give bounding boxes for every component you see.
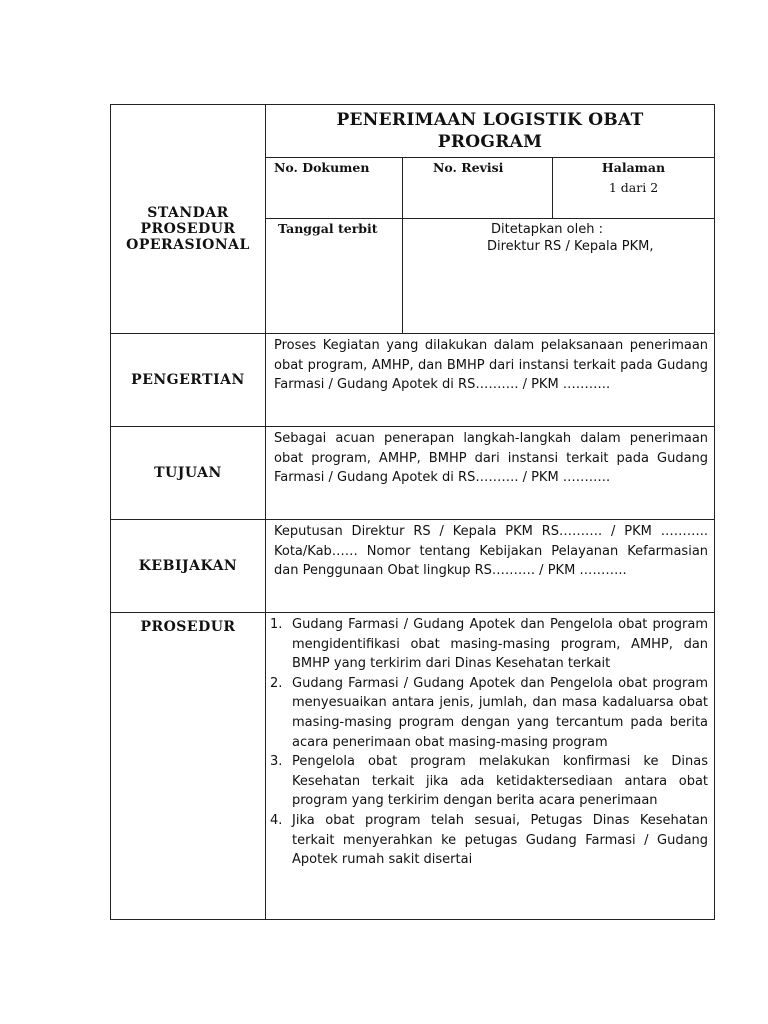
prosedur-item-text: Jika obat program telah sesuai, Petugas Dinas Kesehatan terkait menyerahkan ke petugas Gudang Farmasi / Gudang Apotek rumah sakit disertai (292, 812, 709, 868)
halaman-cell (553, 158, 715, 219)
sop-line-1: STANDAR (147, 205, 229, 221)
title-line-1: PENERIMAAN LOGISTIK OBAT (336, 110, 644, 130)
sop-table (110, 104, 715, 920)
ditetapkan-signatory: Direktur RS / Kepala PKM, (487, 239, 654, 254)
pengertian-label: PENGERTIAN (111, 334, 266, 427)
tujuan-text: Sebagai acuan penerapan langkah-langkah dalam penerimaan obat program, AMHP, BMHP dari instansi terkait pada Gudang Farmasi / Gudang Apotek di RS………. / PKM ……….. (274, 431, 709, 485)
prosedur-item (270, 615, 708, 674)
title-line-2: PROGRAM (437, 132, 543, 152)
kebijakan-label: KEBIJAKAN (111, 520, 266, 613)
document-title (266, 105, 715, 158)
prosedur-label: PROSEDUR (111, 613, 266, 920)
halaman-value: 1 dari 2 (608, 180, 659, 195)
prosedur-item-number: 4. (270, 812, 283, 828)
prosedur-item (270, 811, 708, 870)
ditetapkan-label: Ditetapkan oleh : (491, 222, 603, 237)
no-revisi-cell (403, 158, 553, 219)
sop-line-2: PROSEDUR (140, 221, 236, 237)
halaman-label: Halaman (601, 160, 666, 175)
prosedur-item (270, 752, 708, 811)
sop-label (111, 205, 265, 253)
pengertian-text: Proses Kegiatan yang dilakukan dalam pelaksanaan penerimaan obat program, AMHP, dan BMHP dari instansi terkait pada Gudang Farmasi / Gudang Apotek di RS………. / PKM ……….. (274, 338, 709, 392)
prosedur-item-text: Pengelola obat program melakukan konfirmasi ke Dinas Kesehatan terkait jika ada ketidaktersediaan antara obat program yang terkirim dengan berita acara penerimaan (292, 754, 709, 809)
prosedur-item-number: 3. (270, 754, 283, 770)
no-dokumen-cell (266, 158, 403, 219)
no-dokumen-label: No. Dokumen (274, 160, 370, 175)
prosedur-list (270, 615, 708, 870)
sop-line-3: OPERASIONAL (126, 237, 250, 253)
tanggal-terbit-cell (266, 219, 403, 334)
ditetapkan-cell (403, 219, 715, 334)
kebijakan-text-cell (266, 520, 715, 613)
prosedur-item-text: Gudang Farmasi / Gudang Apotek dan Pengelola obat program menyesuaikan antara jenis, jumlah, dan masa kadaluarsa obat masing-masing program dengan yang tercantum pada berita acara penerimaan obat masing-masing program (292, 675, 709, 750)
tujuan-label: TUJUAN (111, 427, 266, 520)
prosedur-item-number: 2. (270, 675, 283, 691)
pengertian-text-cell (266, 334, 715, 427)
tujuan-text-cell (266, 427, 715, 520)
prosedur-wrap (270, 615, 708, 919)
sop-label-cell (111, 105, 266, 334)
tanggal-terbit-label: Tanggal terbit (278, 221, 378, 236)
prosedur-cell (266, 613, 715, 920)
no-revisi-label: No. Revisi (433, 160, 504, 175)
prosedur-item-number: 1. (270, 617, 283, 632)
prosedur-item (270, 674, 708, 752)
kebijakan-text: Keputusan Direktur RS / Kepala PKM RS………. / PKM ……….. Kota/Kab…… Nomor tentang Kebijakan Pelayanan Kefarmasian dan Penggunaan Obat lingkup RS………. / PKM ……….. (274, 524, 709, 578)
prosedur-item-text: Gudang Farmasi / Gudang Apotek dan Pengelola obat program mengidentifikasi obat masing-masing program, AMHP, dan BMHP yang terkirim dari Dinas Kesehatan terkait (292, 617, 709, 672)
